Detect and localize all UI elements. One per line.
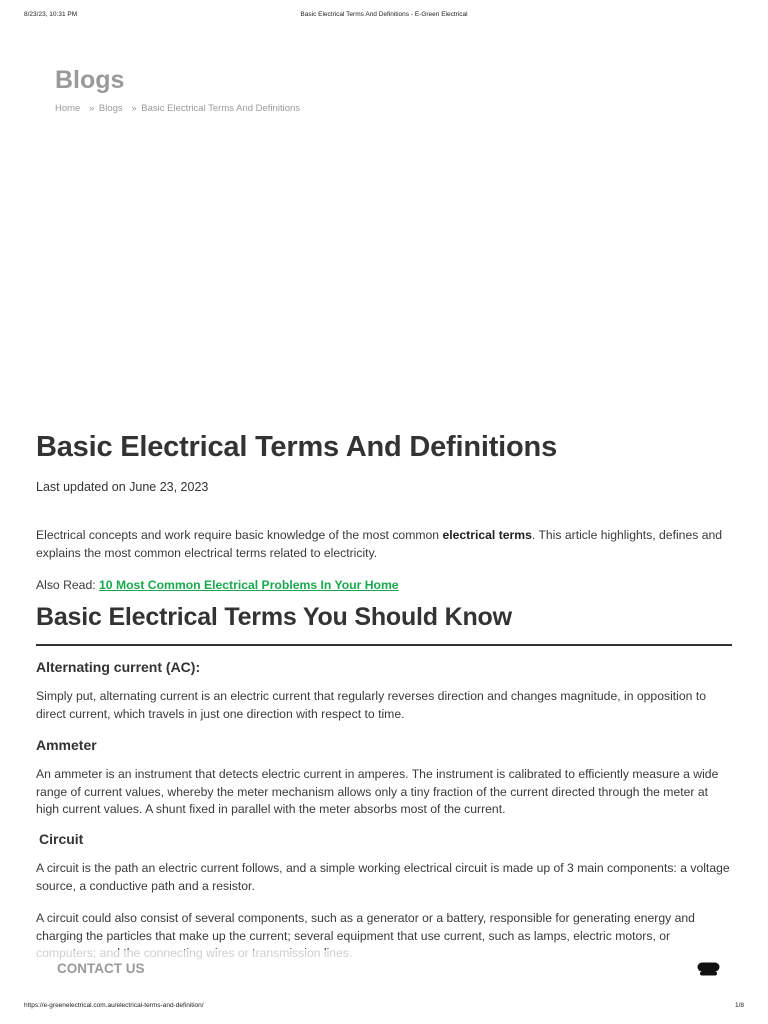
breadcrumb-blogs[interactable]: Blogs [98,103,123,114]
print-page-number: 1/8 [734,1002,744,1009]
breadcrumb [55,103,300,114]
term-text-ammeter: An ammeter is an instrument that detects electric current in amperes. The instrument is calibrated to efficiently measure a wide range of current values, whereby the meter mechanism allows only a tiny fraction of the current directed through the meter at high current values. A shunt fixed in parallel with the meter absorbs most of the current. [36,767,719,816]
term-heading-circuit: Circuit [39,831,84,847]
chat-bubble-icon[interactable] [697,962,720,976]
term-paragraph [36,766,732,819]
print-footer [24,1002,744,1012]
breadcrumb-separator: » [131,103,137,114]
section-heading: Basic Electrical Terms You Should Know [36,603,732,646]
print-datetime: 8/23/23, 10:31 PM [24,11,78,18]
contact-us-button[interactable]: CONTACT US [57,961,145,976]
print-url: https://e-greenelectrical.com.au/electrical-terms-and-definition/ [24,1002,204,1009]
term-text-ac: Simply put, alternating current is an electric current that regularly reverses direction and changes magnitude, in opposition to direct current, which travels in just one direction with respect to time. [36,689,706,721]
intro-paragraph [36,527,732,562]
breadcrumb-current: Basic Electrical Terms And Definitions [141,103,301,114]
last-updated: Last updated on June 23, 2023 [36,480,209,494]
term-heading-ammeter: Ammeter [36,737,97,753]
term-heading-ac: Alternating current (AC): [36,659,201,675]
article-title: Basic Electrical Terms And Definitions [36,431,557,463]
also-read-link[interactable]: 10 Most Common Electrical Problems In Your Home [99,578,399,592]
print-page-title: Basic Electrical Terms And Definitions - E-Green Electrical [300,11,468,18]
breadcrumb-separator: » [88,103,95,114]
intro-bold-term: electrical terms [442,528,532,542]
term-paragraph [36,860,732,895]
term-text-circuit-1: A circuit is the path an electric current follows, and a simple working electrical circuit is made up of 3 main components: a voltage source, a conductive path and a resistor. [36,861,730,893]
term-paragraph [36,688,732,723]
term-text-circuit-2: A circuit could also consist of several components, such as a generator or a battery, responsible for generating energy and charging the particles that make up the current; several equipment that use current, such as lamps, electric motors, or [36,911,695,943]
also-read [36,577,732,595]
intro-text-before: Electrical concepts and work require basic knowledge of the most common [36,528,443,542]
breadcrumb-home[interactable]: Home [55,103,81,114]
print-header [24,11,744,21]
intro-text-after: . This article highlights, defines and explains the most common electrical terms related to electricity. [36,528,723,560]
also-read-label: Also Read: [36,578,100,592]
page-section-title: Blogs [55,66,125,94]
